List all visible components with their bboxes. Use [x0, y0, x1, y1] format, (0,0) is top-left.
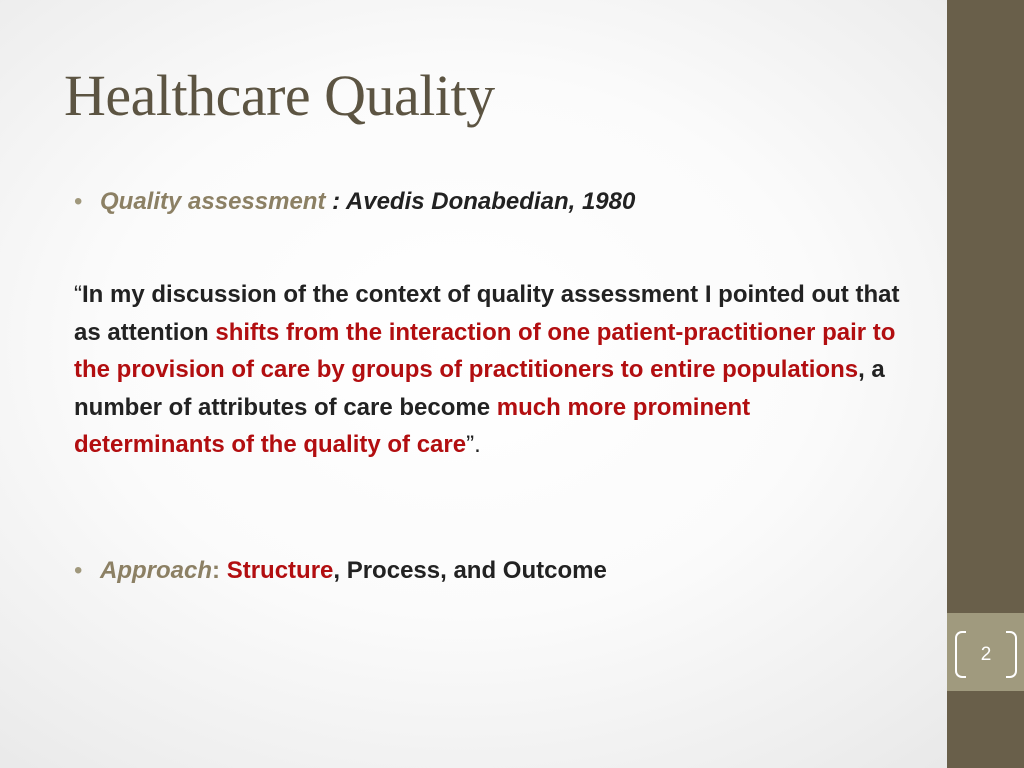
slide-title: Healthcare Quality	[64, 63, 495, 128]
term-separator: :	[325, 188, 346, 215]
approach-structure: Structure	[226, 557, 334, 584]
approach-colon: :	[212, 557, 221, 584]
citation-text: Avedis Donabedian, 1980	[345, 188, 636, 215]
quote-emphasis: shifts from the interaction of one patient-practitioner pair to the provision of care by groups of practitioners to entire populations	[74, 318, 896, 383]
term-approach: Approach	[100, 557, 213, 584]
page-number-frame	[955, 631, 1017, 678]
close-quote-mark: ”	[466, 431, 475, 458]
bullet-icon: •	[74, 188, 83, 215]
term-quality-assessment: Quality assessment	[100, 188, 326, 215]
quote-end-period: .	[474, 431, 481, 458]
quote-segment: , a number of attributes of care become	[74, 356, 885, 421]
quote-segment: In my discussion of the context of quality assessment I pointed out that as attention	[74, 281, 900, 346]
bullet-quality-assessment	[74, 188, 635, 216]
bullet-icon: •	[74, 557, 83, 584]
open-quote-mark: “	[74, 281, 82, 308]
bullet-approach	[74, 557, 607, 585]
quote-emphasis: much more prominent determinants of the quality of care	[74, 393, 751, 458]
quote-paragraph	[74, 276, 904, 464]
page-number: 2	[980, 644, 992, 665]
approach-rest: , Process, and Outcome	[333, 557, 607, 584]
